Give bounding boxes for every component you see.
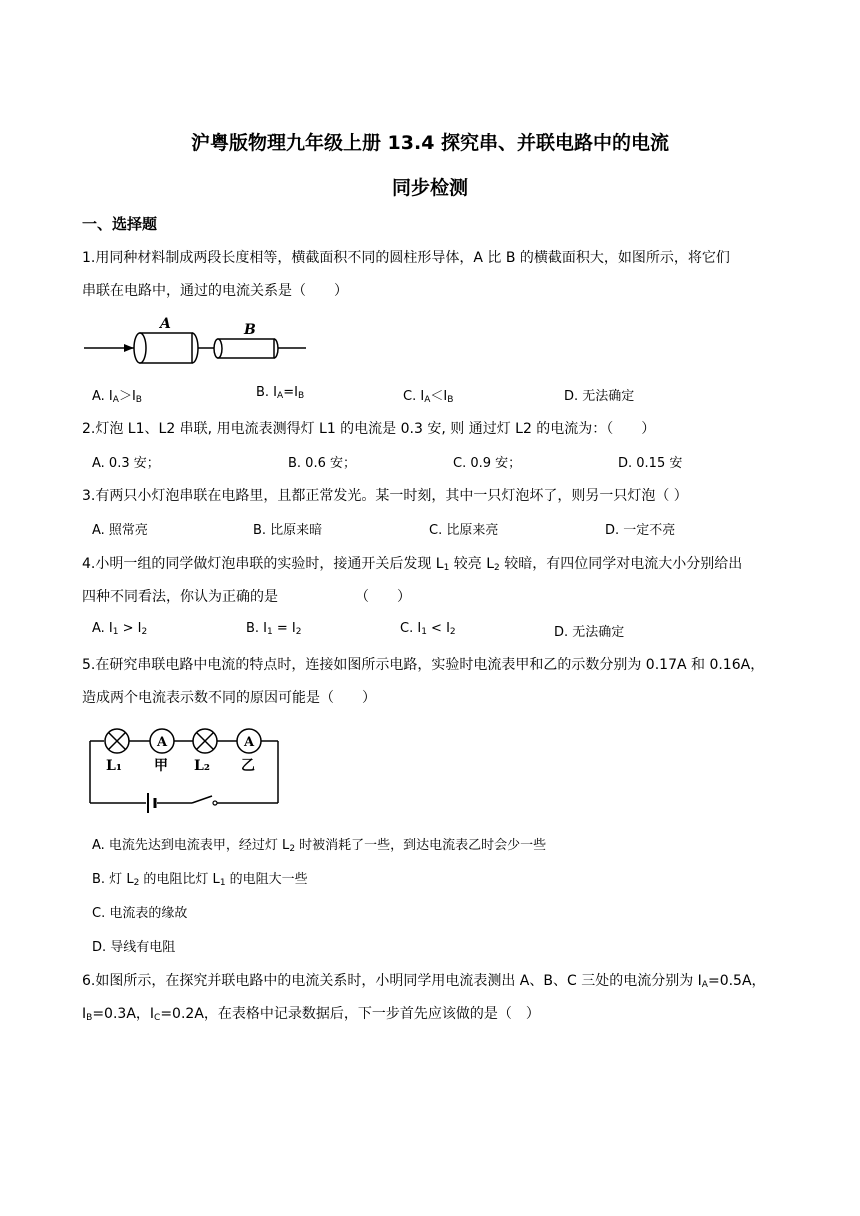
q5-circuit-figure [84, 722, 284, 812]
label-l2: L₂ [194, 758, 210, 774]
q3-option-c[interactable]: C. 比原来亮 [429, 523, 499, 538]
q4-stem-line2: 四种不同看法，你认为正确的是 （ ） [82, 589, 411, 605]
ammeter-yi-symbol: A [243, 735, 255, 750]
q4-option-c[interactable]: C. $I_1 < I_2$ [400, 621, 456, 637]
q2-option-a[interactable]: A. 0.3 安； [92, 456, 160, 471]
label-jia: 甲 [154, 758, 168, 774]
label-l1: L₁ [106, 758, 122, 774]
document-subtitle: 同步检测 [391, 177, 468, 199]
q5-stem-line1: 5.在研究串联电路中电流的特点时，连接如图所示电路，实验时电流表甲和乙的示数分别为 0.17A 和 0.16A， [82, 657, 765, 673]
q3-option-b[interactable]: B. 比原来暗 [253, 523, 323, 538]
q1-stem-line1: 1.用同种材料制成两段长度相等，横截面积不同的圆柱形导体，A 比 B 的横截面积大，如图所示，将它们 [82, 250, 730, 266]
q1-option-b[interactable]: B. $I_A=I_B$ [256, 385, 305, 401]
q2-option-d[interactable]: D. 0.15 安 [618, 456, 683, 471]
section-heading: 一、选择题 [82, 215, 158, 233]
q5-option-c[interactable]: C. 电流表的缘故 [92, 906, 188, 921]
document-title: 沪粤版物理九年级上册 13.4 探究串、并联电路中的电流 [190, 132, 670, 154]
q4-stem-line1: 4.小明一组的同学做灯泡串联的实验时，接通开关后发现 $L_1$ 较亮 $L_2$ 较暗，有四位同学对电流大小分别给出 [82, 556, 743, 573]
label-yi: 乙 [241, 758, 255, 774]
q2-option-b[interactable]: B. 0.6 安； [288, 456, 356, 471]
q2-option-c[interactable]: C. 0.9 安； [453, 456, 522, 471]
q4-option-d[interactable]: D. 无法确定 [554, 625, 625, 640]
q6-stem-line2: $I_B=0.3A$，$I_C=0.2A$，在表格中记录数据后，下一步首先应该做的是（ ） [82, 1006, 540, 1023]
label-a: A [160, 316, 171, 332]
q5-option-b[interactable]: B. 灯 $L_2$ 的电阻比灯 $L_1$ 的电阻大一些 [92, 872, 308, 888]
q5-stem-line2: 造成两个电流表示数不同的原因可能是（ ） [82, 690, 376, 706]
q3-option-d[interactable]: D. 一定不亮 [605, 523, 676, 538]
q4-option-b[interactable]: B. $I_1 = I_2$ [246, 621, 302, 637]
q3-stem: 3.有两只小灯泡串联在电路里，且都正常发光。某一时刻，其中一只灯泡坏了，则另一只灯泡（ ） [82, 488, 688, 504]
q3-option-a[interactable]: A. 照常亮 [92, 523, 148, 538]
q5-option-a[interactable]: A. 电流先达到电流表甲，经过灯 $L_2$ 时被消耗了一些，到达电流表乙时会少一些 [92, 838, 547, 854]
q1-option-c[interactable]: C. $I_A<I_B$ [403, 389, 454, 405]
q5-option-d[interactable]: D. 导线有电阻 [92, 940, 176, 955]
q1-option-a[interactable]: A. $I_A>I_B$ [92, 389, 142, 405]
q1-conductor-figure [84, 315, 309, 365]
q2-stem: 2.灯泡 L1、L2 串联, 用电流表测得灯 L1 的电流是 0.3 安, 则 通过灯 L2 的电流为：（ ） [82, 421, 656, 437]
q1-option-d[interactable]: D. 无法确定 [564, 389, 635, 404]
label-b: B [244, 322, 256, 338]
q4-option-a[interactable]: A. $I_1 > I_2$ [92, 621, 148, 637]
ammeter-jia-symbol: A [156, 735, 168, 750]
q1-stem-line2: 串联在电路中，通过的电流关系是（ ） [82, 283, 348, 299]
q6-stem-line1: 6.如图所示，在探究并联电路中的电流关系时，小明同学用电流表测出 A、B、C 三处的电流分别为 $I_A=0.5A$， [82, 973, 766, 990]
